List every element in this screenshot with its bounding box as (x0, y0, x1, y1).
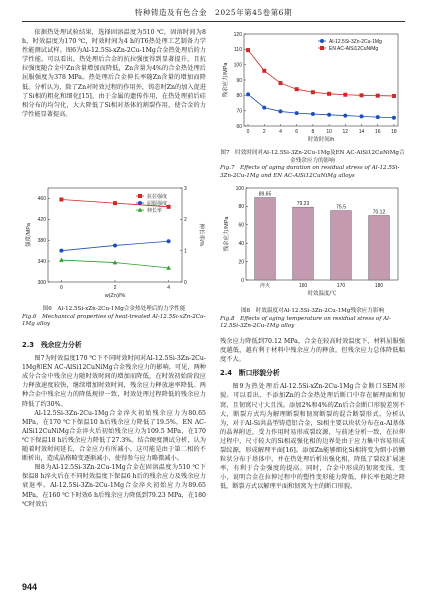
fig8-x-tick-label: 淬火 (259, 283, 271, 289)
fig6-left-tick-label: 460 (37, 196, 46, 203)
fig8-bar-value-label: 75.5 (336, 204, 346, 211)
fig7-x-tick-label: 6 (295, 129, 299, 135)
fig7-x-tick-label: 2 (262, 129, 266, 135)
paragraph-heat-treatment: 依据热处理试验结果，选择固溶温度为510 ℃，固溶时间为8 h，时效温度为170 ℃，时效时间为4 h的T6热处理工艺制备力学性能测试试样。图6为Al-12.5Si-xZn-2Cu-1Mg合金热处理后的力学性能。可以看出，热处理后合金的抗拉强度得到显著提升，且抗拉强度随合金中Zn含量增加而降低，Zn含量为4%的合金热处理后屈服强度为378 MPa。热处理后合金伸长率随Zn含量的增加而降低。分析认为，除了Zn对时效过程的作用外，铸态时Zn的加入促进了Si相的粗化和细化[15]，由于金属的遗传作用，在热处理前后硅相分布的均匀化，大大降低了Si相对基体的割裂作用，使合金的力学性能显著提高。 (22, 29, 206, 118)
fig7-data-point (360, 114, 364, 118)
page-number: 944 (22, 582, 38, 592)
fig6-legend-label: 屈服强度 (147, 200, 168, 207)
fig8-bar (369, 215, 390, 280)
figure-6-caption-cn: 图6 Al-12.5Si-xZn-2Cu-1Mg合金热处理后的力学性能 (42, 306, 186, 312)
fig6-right-tick-label: 3 (184, 185, 187, 192)
fig6-right-tick-label: 0 (184, 279, 187, 286)
fig7-legend-marker (320, 39, 324, 43)
figure-8 (220, 182, 405, 331)
fig6-data-point (113, 201, 117, 205)
figure-7 (220, 28, 405, 180)
fig6-right-axis-label: 伸长率/% (198, 223, 204, 247)
fig7-x-tick-label: 0 (246, 129, 250, 135)
fig7-data-point (327, 113, 331, 117)
header-rule (22, 21, 405, 22)
fig7-data-point (295, 111, 299, 115)
fig7-series-line (248, 94, 394, 117)
fig6-left-tick-label: 380 (37, 238, 46, 245)
fig8-y-tick-label: 60 (238, 222, 244, 229)
paragraph-residual-1: 图7为时效温度170 ℃下不同时效时间对Al-12.5Si-3Zn-2Cu-1Mg和EN AC-AlSi12CuNiMg合金残余应力的影响。可见，两种成分合金中残余应力随时效时间的增加而降低，在时效初始阶段应力释放速度较快，继续增加时效时间，残余应力释放速率降低。两种合金中残余应力的降低规律一致，时效处理过程降低的残余应力降低了约30%。 (22, 355, 206, 408)
fig7-data-point (246, 92, 250, 96)
fig7-data-point (295, 87, 299, 91)
figure-7-caption-cn: 图7 时效时间对Al-12.5Si-3Zn-2Cu-1Mg及EN AC-AlSi12CuNiMg合金残余应力的影响 (220, 150, 405, 164)
fig6-legend-label: 伸长率 (147, 207, 163, 214)
paragraph-fracture: 图9为热处理后Al-12.5Si-xZn-2Cu-1Mg合金断口SEM形貌。可以看出，不添加Zn的合金热处理后断口中存在解理面和韧窝，且韧窝尺寸大且浅。添加2%和4%的Zn后合金断口形貌差别不大，断裂方式均为解理断裂和韧窝断裂的混合断裂形式。分析认为，对于Al-Si共晶型铸造铝合金，Si相主要以块状分布在α-Al基体的晶界附近，受力作用时易形成裂纹源，与前述分析一致，在拉伸过程中，尺寸较大的Si相或强化相的边界处由于应力集中容易形成裂纹源，形成解理平面[16]。添加Zn能够细化Si相将变为细小的颗粒状分布于基体中，并在热处理后析出强化相，降低了裂纹扩展速率，有利于合金强度的提高。同时，合金中形成的韧窝变浅、变小，说明合金在拉伸过程中的塑性变形能力降低，伸长率也随之降低，断裂方式以解理平面和韧窝为主的断口形貌。 (220, 383, 405, 491)
fig7-x-tick-label: 18 (391, 129, 397, 135)
fig6-x-tick-label: 2 (113, 285, 117, 291)
fig8-x-axis-label: 时效温度/℃ (307, 291, 337, 297)
fig7-data-point (246, 48, 250, 52)
fig8-bar (293, 207, 314, 280)
figure-8-chart (220, 182, 405, 304)
paragraph-residual-2: Al-12.5Si-3Zn-2Cu-1Mg合金淬火初始残余应力为80.65 MPa，在170 ℃下保温10 h后残余应力降低了19.5%，EN AC-AlSi12CuNiMg合金淬火后初始残余应力为109.5 MPa，在170 ℃下保温18 h后残余应力降低了27.3%。结合硬度测试分析，认为随着时效时间延长，合金应力有所减小，这可能是由于第二相的不断析出，造成晶格畸变逐渐减小，使得参与应力略微减小。 (22, 409, 206, 463)
fig8-bar (331, 211, 352, 280)
figure-8-caption-en: Fig.8 Effects of aging temperature on residual stress of Al-12.5Si-3Zn-2Cu-1Mg alloy (220, 315, 391, 329)
fig7-legend-label: EN AC-AlSi12CuNiMg (329, 45, 379, 52)
fig8-x-tick-label: 180 (374, 283, 384, 289)
fig7-data-point (278, 109, 282, 113)
fig7-x-axis-label: 时效时间/h (307, 137, 335, 143)
fig6-x-axis-label: w(Zn)/% (104, 293, 126, 299)
fig8-y-tick-label: 0 (241, 277, 244, 284)
fig7-y-tick-label: 60 (236, 123, 242, 130)
fig6-x-tick-label: 4 (167, 285, 170, 291)
fig7-legend-marker (320, 46, 324, 50)
fig8-bar-value-label: 79.23 (296, 201, 310, 208)
fig7-data-point (343, 93, 347, 97)
fig7-x-tick-label: 14 (358, 129, 365, 135)
fig7-x-tick-label: 4 (279, 129, 282, 135)
running-head: 特种铸造及有色合金 2025年第45卷第6期 (135, 8, 292, 17)
fig7-data-point (376, 115, 380, 119)
fig8-y-axis-label: 残余应力/MPa (224, 216, 230, 252)
right-column-bottom (220, 337, 405, 492)
figure-6-caption-en: Fig.6 Mechanical properties of heat-treated Al-12.5Si-xZn-2Cu-1Mg alloy (22, 313, 206, 327)
fig6-legend-marker (138, 201, 142, 205)
fig6-left-tick-label: 300 (37, 279, 46, 286)
fig6-right-tick-label: 1 (184, 248, 187, 255)
fig7-y-tick-label: 90 (236, 77, 242, 84)
figure-7-chart (220, 28, 405, 146)
fig7-x-tick-label: 8 (311, 129, 315, 135)
fig7-data-point (327, 92, 331, 96)
fig7-data-point (392, 116, 396, 120)
fig6-legend-marker (138, 194, 142, 198)
left-column-top (22, 28, 206, 119)
fig8-y-tick-label: 100 (235, 185, 244, 192)
fig6-left-tick-label: 340 (37, 258, 46, 265)
fig7-y-axis-label: 残余应力/MPa (223, 62, 229, 98)
figure-7-caption-en: Fig.7 Effects of aging duration on residual stress of Al-12.5Si-3Zn-2Cu-1Mg and EN AC-AlSi12CuNiMg alloys (220, 165, 400, 179)
fig6-data-point (59, 197, 63, 201)
fig7-legend-label: Al-12.5Si-3Zn-2Cu-1Mg (329, 38, 382, 45)
section-2-4-heading: 2.4 断口形貌分析 (220, 369, 280, 378)
fig8-y-tick-label: 40 (238, 241, 244, 247)
fig7-data-point (360, 93, 364, 97)
fig8-bar-value-label: 70.12 (372, 209, 386, 216)
fig7-data-point (311, 112, 315, 116)
left-column-bottom (22, 336, 206, 509)
fig7-y-tick-label: 70 (236, 108, 242, 115)
fig7-data-point (262, 106, 266, 110)
fig8-bar (255, 198, 276, 280)
paragraph-residual-continued: 残余应力降低到70.12 MPa，合金在较高时效温度下，材料屈服强度越低，越有利于材料中残余应力的释放，但残余应力总体降低幅度不大。 (220, 338, 405, 364)
fig6-x-tick-label: 0 (60, 285, 63, 291)
fig6-left-tick-label: 420 (37, 217, 46, 224)
fig6-data-point (59, 249, 63, 253)
fig6-right-tick-label: 2 (184, 217, 187, 224)
fig7-x-tick-label: 12 (342, 129, 349, 135)
fig6-data-point (167, 239, 171, 243)
fig7-data-point (262, 69, 266, 73)
fig8-y-tick-label: 80 (238, 204, 244, 211)
fig7-y-tick-label: 80 (236, 93, 242, 100)
fig7-series-line (248, 50, 394, 96)
fig8-x-tick-label: 170 (336, 283, 346, 289)
fig7-data-point (311, 90, 315, 94)
fig7-data-point (278, 81, 282, 85)
fig7-y-tick-label: 110 (234, 47, 242, 54)
fig7-x-tick-label: 10 (326, 129, 332, 135)
figure-6-chart (22, 180, 206, 302)
fig8-x-tick-label: 160 (298, 283, 308, 289)
fig7-data-point (376, 94, 380, 98)
section-2-3-heading: 2.3 残余应力分析 (22, 341, 82, 349)
fig6-legend-label: 抗拉强度 (147, 193, 168, 200)
fig7-data-point (343, 114, 347, 118)
fig8-y-tick-label: 20 (238, 259, 244, 266)
fig7-y-tick-label: 120 (233, 31, 242, 38)
paragraph-residual-3: 图8为Al-12.5Si-3Zn-2Cu-1Mg合金在固溶温度为510 ℃下保温8 h淬火后在不同时效温度下保温6 h后的残余应力及残余应力衰退率。Al-12.5Si-3Zn-2Cu-1Mg合金淬火初始应力为89.65 MPa，在160 ℃下时效6 h后残余应力降低到79.23 MPa，在180 ℃时效后 (22, 464, 206, 508)
fig6-left-axis-label: 强度/MPa (26, 223, 32, 247)
fig7-data-point (392, 94, 396, 98)
figure-8-caption-cn: 图8 时效温度对Al-12.5Si-3Zn-2Cu-1Mg残余应力影响 (240, 308, 385, 314)
fig7-x-tick-label: 16 (374, 129, 381, 135)
figure-6 (22, 180, 206, 329)
fig7-y-tick-label: 100 (233, 62, 242, 69)
fig8-bar-value-label: 89.65 (258, 191, 272, 198)
fig6-data-point (167, 205, 171, 209)
fig6-data-point (113, 243, 117, 247)
